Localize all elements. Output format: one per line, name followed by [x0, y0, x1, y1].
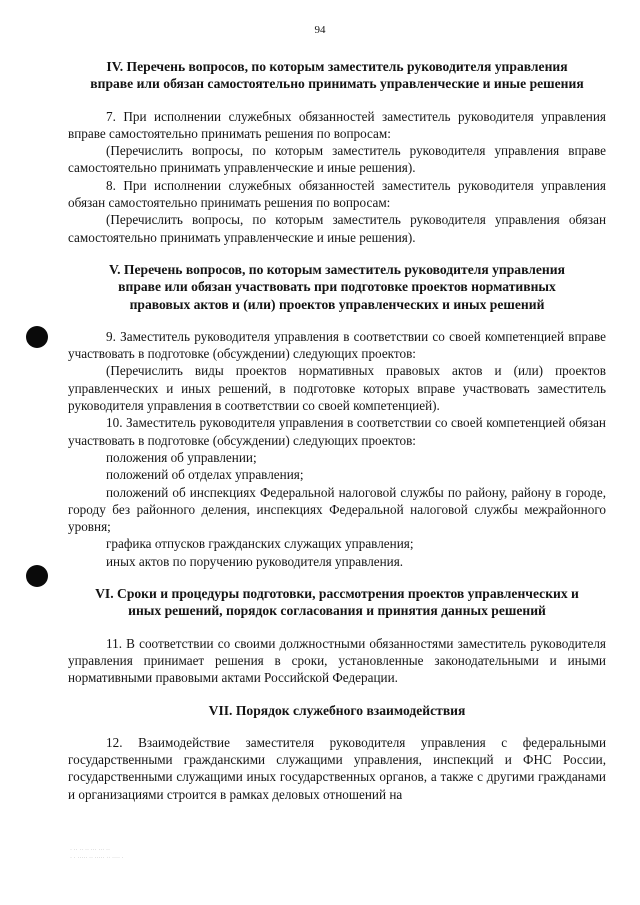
paragraph-8: 8. При исполнении служебных обязанностей заместитель руководителя управления обязан самостоятельно принимать решения по вопросам: [68, 177, 606, 211]
section-vi-title [68, 585, 606, 620]
paragraph-12: 12. Взаимодействие заместителя руководителя управления с федеральными государственными гражданскими служащими управления, инспекций и ФНС России, государственными служащими иных государственных органов, а также с другими гражданами и организациями строится в рамках деловых отношений на [68, 734, 606, 802]
paragraph-10: 10. Заместитель руководителя управления в соответствии со своей компетенцией обязан участвовать в подготовке (обсуждении) следующих проектов: [68, 415, 606, 448]
page-number: 94 [314, 24, 326, 36]
list-item: положения об управлении; [106, 449, 257, 465]
section-iv-title-line2: вправе или обязан самостоятельно принимать управленческие и иные решения [90, 76, 584, 92]
faint-footer-stamp [70, 846, 124, 862]
section-vi-title-line1: VI. Сроки и процедуры подготовки, рассмотрения проектов управленческих и [95, 586, 579, 602]
list-item: положений об отделах управления; [106, 467, 304, 483]
binder-hole-mark [26, 326, 48, 348]
section-vi-title-line2: иных решений, порядок согласования и принятия данных решений [128, 603, 546, 619]
list-item: положений об инспекциях Федеральной налоговой службы по району, району в городе, городу без районного деления, инспекциях Федеральной налоговой службы межрайонного уровня; [68, 484, 606, 535]
section-iv-title-line1: IV. Перечень вопросов, по которым заместитель руководителя управления [106, 59, 568, 74]
section-v-title-line1: V. Перечень вопросов, по которым заместитель руководителя управления [109, 261, 565, 277]
footer-stamp-line1: · ·· ·· ·· ··· ··· ·· [70, 847, 110, 853]
section-vii-title: VII. Порядок служебного взаимодействия [208, 702, 466, 718]
paragraph-11: 11. В соответствии со своими должностными обязанностями заместитель руководителя управления принимает решения в сроки, установленные законодательными и иными нормативными правовыми актами Российской Федерации. [68, 635, 606, 686]
paragraph-7-note: (Перечислить вопросы, по которым заместитель руководителя управления вправе самостоятельно принимать управленческие и иные решения). [68, 143, 606, 176]
section-iv-title [68, 58, 606, 93]
paragraph-7: 7. При исполнении служебных обязанностей заместитель руководителя управления вправе самостоятельно принимать решения по вопросам: [68, 108, 606, 141]
document-body [68, 58, 606, 803]
binder-hole-mark [26, 565, 48, 587]
footer-stamp-line2: · · ····· ·· ····· ·· ···· · [70, 855, 124, 861]
section-v-title [68, 261, 606, 313]
paragraph-9: 9. Заместитель руководителя управления в соответствии со своей компетенцией вправе участвовать в подготовке (обсуждении) следующих проектов: [68, 328, 606, 362]
paragraph-8-note: (Перечислить вопросы, по которым заместитель руководителя управления обязан самостоятельно принимать управленческие и иные решения). [68, 212, 606, 245]
list-item: графика отпусков гражданских служащих управления; [106, 536, 414, 552]
list-item: иных актов по поручению руководителя управления. [106, 553, 404, 569]
section-v-title-line2: вправе или обязан участвовать при подготовке проектов нормативных [118, 279, 556, 295]
paragraph-9-note: (Перечислить виды проектов нормативных правовых актов и (или) проектов управленческих и иных решений, в подготовке которых вправе участвовать заместитель руководителя управления в соответствии со своей компетенцией). [68, 363, 606, 414]
section-v-title-line3: правовых актов и (или) проектов управленческих и иных решений [129, 296, 545, 312]
